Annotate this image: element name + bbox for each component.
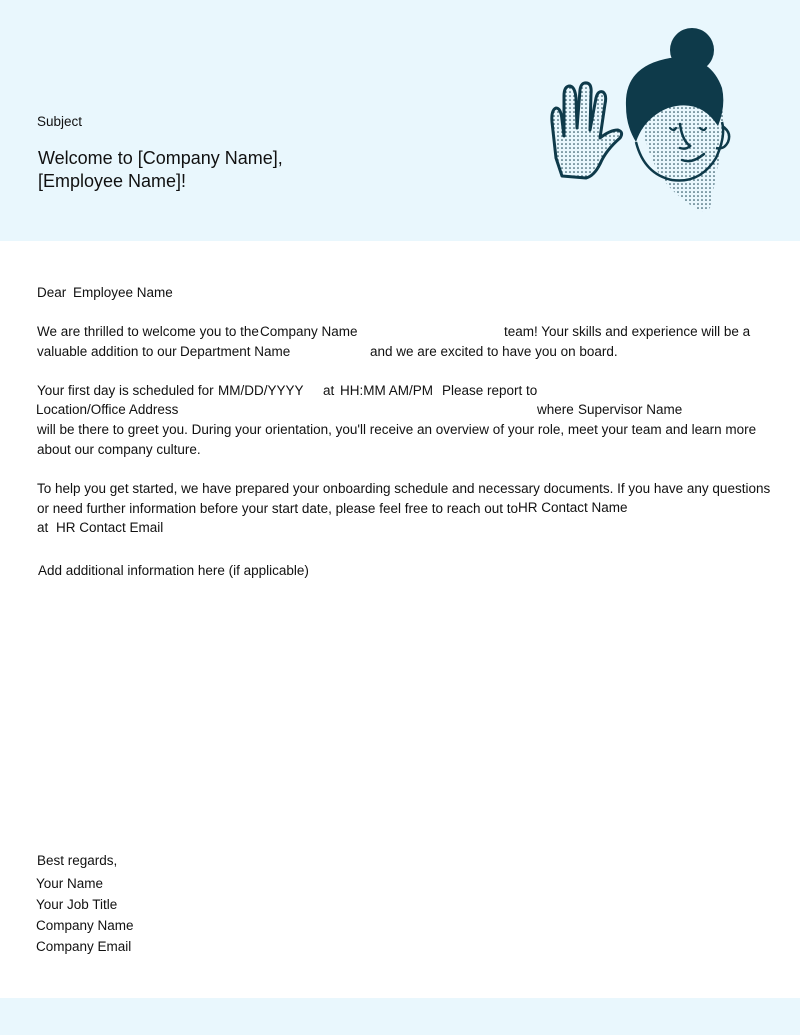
salutation: Dear xyxy=(37,285,67,300)
page-title xyxy=(38,147,283,193)
start-date-field[interactable]: MM/DD/YYYY xyxy=(218,383,304,398)
job-title-field[interactable]: Your Job Title xyxy=(36,897,118,912)
company-name-field[interactable]: Company Name xyxy=(260,324,358,339)
paragraph-1-text: We are thrilled to welcome you to the xyxy=(37,324,259,339)
raised-hand-icon xyxy=(552,83,622,178)
waving-person-icon xyxy=(540,26,740,218)
paragraph-2-text: Please report to xyxy=(442,383,538,398)
paragraph-3-text: or need further information before your start date, please feel free to reach out to xyxy=(37,501,519,516)
additional-info-field[interactable]: Add additional information here (if applicable) xyxy=(38,563,309,578)
title-line-2: [Employee Name]! xyxy=(38,171,187,191)
title-line-1: Welcome to [Company Name], xyxy=(38,148,283,168)
person-head-icon xyxy=(626,28,729,212)
employee-name-field[interactable]: Employee Name xyxy=(73,285,173,300)
paragraph-1-text: and we are excited to have you on board. xyxy=(370,344,618,359)
start-time-field[interactable]: HH:MM AM/PM xyxy=(340,383,433,398)
paragraph-1-text: team! Your skills and experience will be a xyxy=(504,324,751,339)
signature-company-name-field[interactable]: Company Name xyxy=(36,918,134,933)
hr-contact-email-field[interactable]: HR Contact Email xyxy=(56,520,164,535)
paragraph-2-text: where xyxy=(537,402,574,417)
paragraph-1-text: valuable addition to our xyxy=(37,344,177,359)
department-name-field[interactable]: Department Name xyxy=(180,344,291,359)
company-email-field[interactable]: Company Email xyxy=(36,939,132,954)
your-name-field[interactable]: Your Name xyxy=(36,876,104,891)
paragraph-2-text: about our company culture. xyxy=(37,442,201,457)
location-field[interactable]: Location/Office Address xyxy=(36,402,179,417)
supervisor-name-field[interactable]: Supervisor Name xyxy=(578,402,683,417)
paragraph-3-text: To help you get started, we have prepared your onboarding schedule and necessary documents. If you have any questions xyxy=(37,481,771,496)
paragraph-3-text: at xyxy=(37,520,49,535)
paragraph-2-text: will be there to greet you. During your orientation, you'll receive an overview of your role, meet your team and learn more xyxy=(37,422,757,437)
paragraph-2-text: Your first day is scheduled for xyxy=(37,383,214,398)
hr-contact-name-field[interactable]: HR Contact Name xyxy=(518,500,628,515)
closing: Best regards, xyxy=(37,853,118,868)
subject-label: Subject xyxy=(37,114,83,129)
paragraph-2-text: at xyxy=(323,383,335,398)
footer-band xyxy=(0,998,800,1035)
